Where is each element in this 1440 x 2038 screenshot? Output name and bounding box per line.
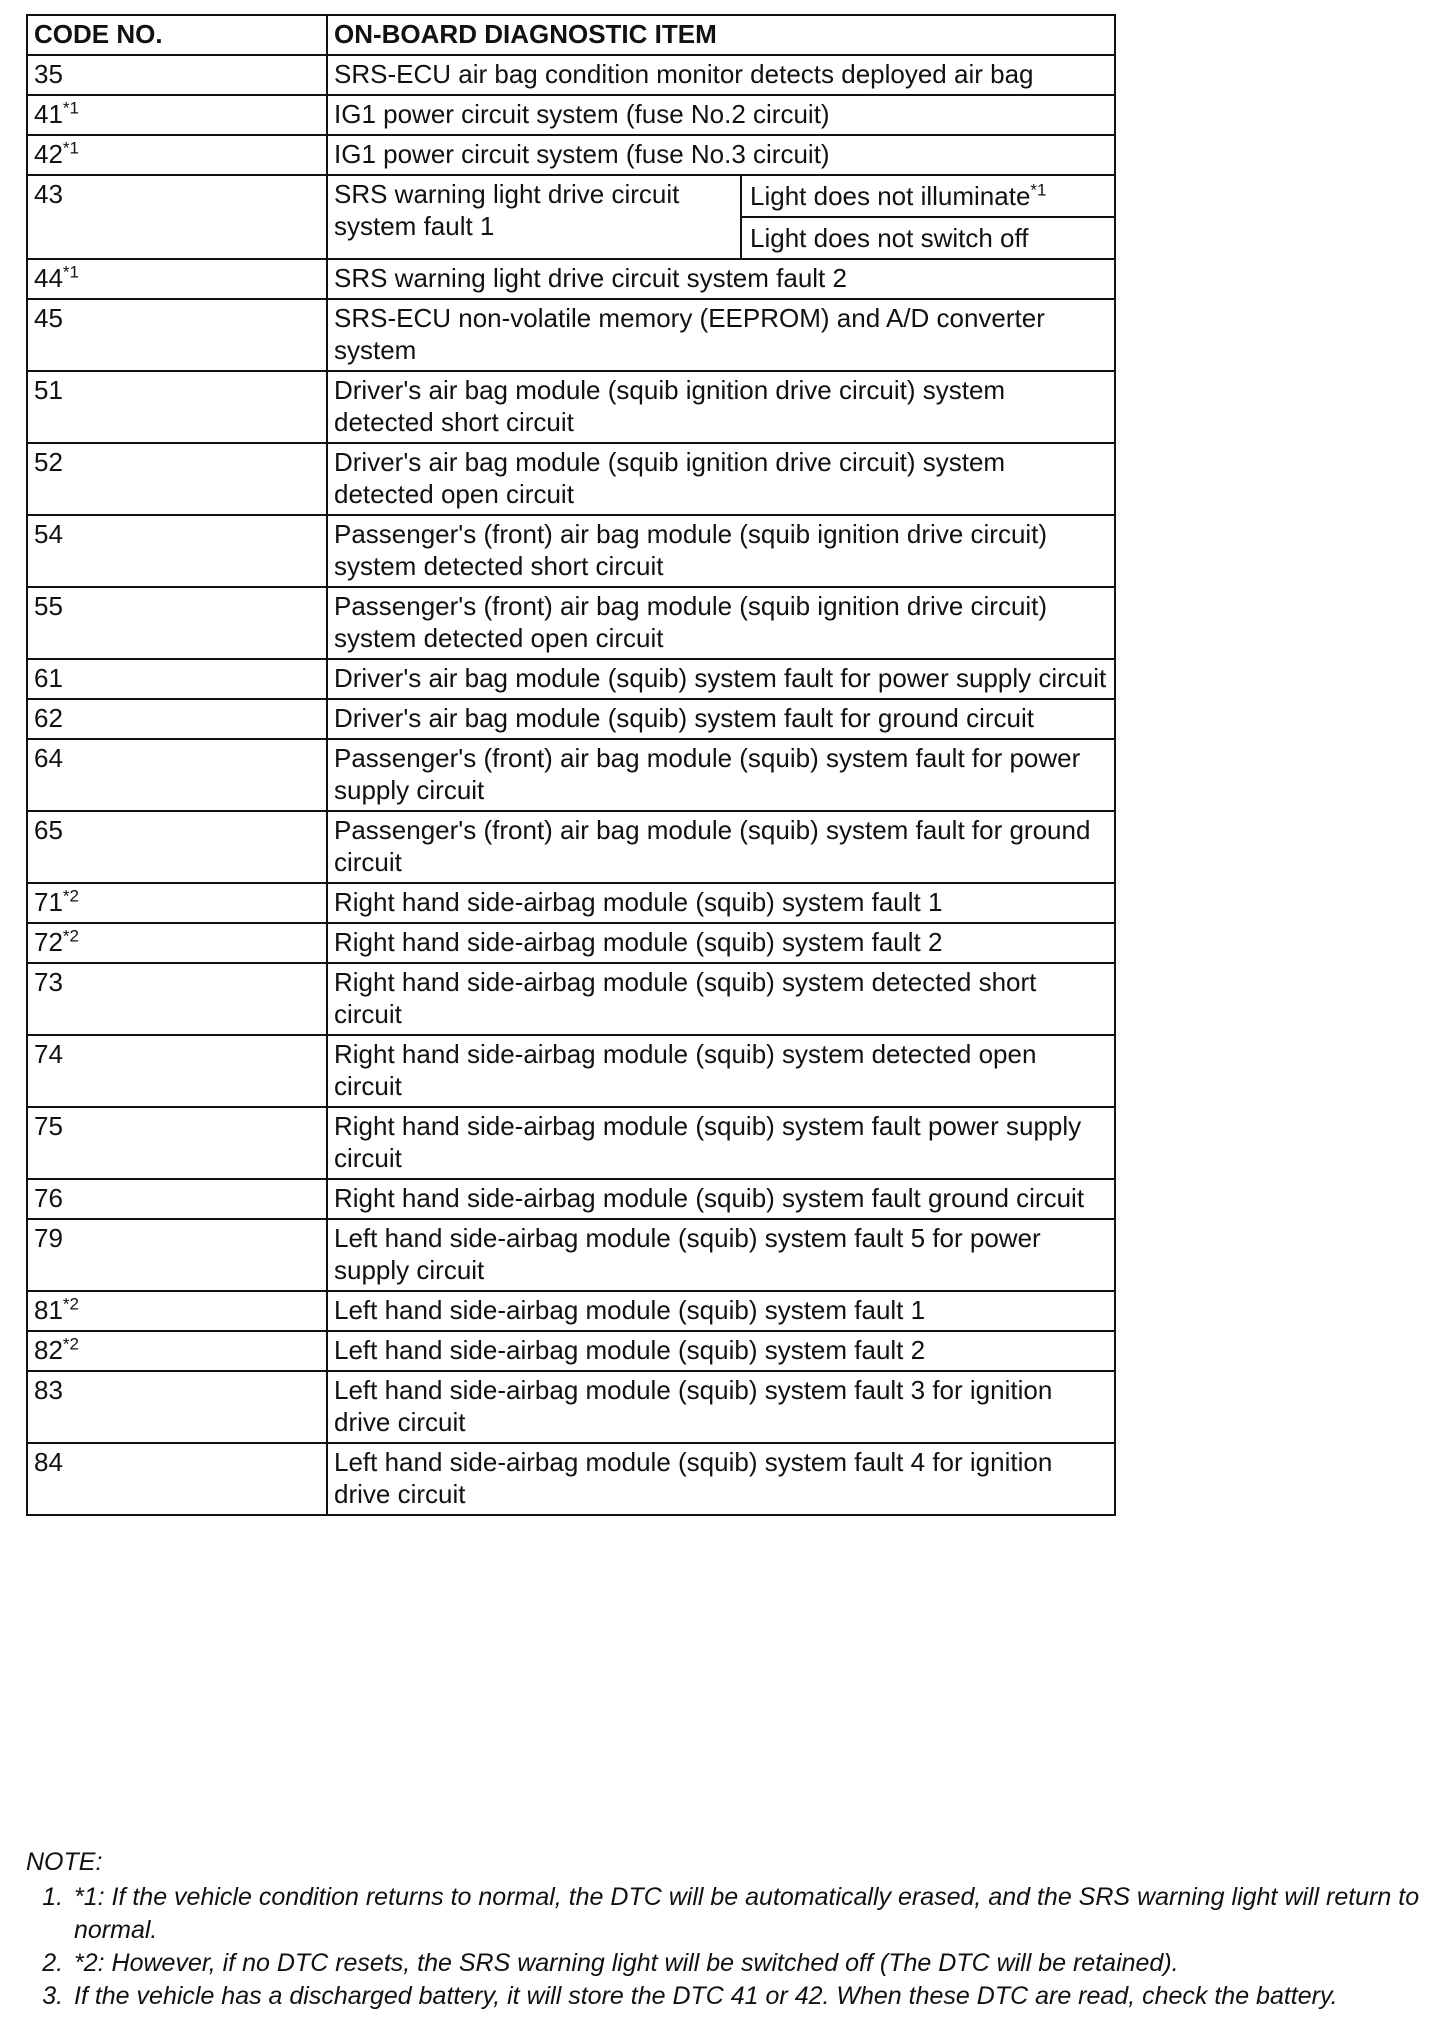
item-cell: SRS warning light drive circuit system fault 1 [327,175,741,259]
code-number: 84 [34,1447,63,1477]
table-row [27,371,1115,443]
item-cell: SRS-ECU non-volatile memory (EEPROM) and A/D converter system [327,299,1115,371]
code-cell [27,135,327,175]
code-number: 71 [34,887,63,917]
code-cell [27,739,327,811]
table-row [27,923,1115,963]
column-header-code: CODE NO. [27,15,327,55]
code-number: 72 [34,927,63,957]
code-cell [27,699,327,739]
code-number: 62 [34,703,63,733]
table-row [27,1179,1115,1219]
table-row [27,1035,1115,1107]
code-cell [27,1443,327,1515]
column-header-item: ON-BOARD DIAGNOSTIC ITEM [327,15,1115,55]
item-cell: Left hand side-airbag module (squib) system fault 3 for ignition drive circuit [327,1371,1115,1443]
item-cell: IG1 power circuit system (fuse No.2 circuit) [327,95,1115,135]
table-row [27,1291,1115,1331]
item-cell: Passenger's (front) air bag module (squib ignition drive circuit) system detected open circuit [327,587,1115,659]
item-cell: SRS warning light drive circuit system fault 2 [327,259,1115,299]
table-row [27,1107,1115,1179]
table-row [27,515,1115,587]
code-cell [27,55,327,95]
code-number: 55 [34,591,63,621]
code-cell [27,259,327,299]
sub-item-cell [741,217,1115,259]
code-footnote-mark: *2 [62,886,79,906]
code-number: 74 [34,1039,63,1069]
table-row [27,1331,1115,1371]
note-item: 1. *1: If the vehicle condition returns to normal, the DTC will be automatically erased, and the SRS warning light will return to normal. [70,1881,1426,1947]
sub-item-footnote-mark: *1 [1030,180,1047,200]
notes-list [26,1881,1426,2013]
note-item: 2. *2: However, if no DTC resets, the SRS warning light will be switched off (The DTC will be retained). [70,1947,1426,1980]
code-cell [27,1179,327,1219]
item-cell: Right hand side-airbag module (squib) system fault 1 [327,883,1115,923]
code-cell [27,963,327,1035]
table-row [27,443,1115,515]
table-row [27,659,1115,699]
code-number: 76 [34,1183,63,1213]
code-footnote-mark: *1 [62,98,79,118]
code-number: 64 [34,743,63,773]
code-cell [27,95,327,135]
table-row [27,739,1115,811]
code-number: 54 [34,519,63,549]
table-row [27,55,1115,95]
item-cell: Right hand side-airbag module (squib) system fault 2 [327,923,1115,963]
code-number: 42 [34,139,63,169]
code-cell [27,811,327,883]
code-cell [27,299,327,371]
table-row [27,587,1115,659]
code-cell [27,883,327,923]
diagnostic-code-table [26,14,1116,1516]
code-number: 61 [34,663,63,693]
table-row [27,1371,1115,1443]
code-number: 41 [34,99,63,129]
table-row [27,699,1115,739]
item-cell: Left hand side-airbag module (squib) system fault 2 [327,1331,1115,1371]
sub-item-text: Light does not illuminate [750,181,1031,211]
code-cell [27,1035,327,1107]
item-cell: Right hand side-airbag module (squib) system detected short circuit [327,963,1115,1035]
item-cell: Left hand side-airbag module (squib) system fault 4 for ignition drive circuit [327,1443,1115,1515]
code-cell [27,923,327,963]
table-row [27,883,1115,923]
code-cell [27,443,327,515]
code-number: 43 [34,179,63,209]
sub-item-text: Light does not switch off [750,223,1029,253]
table-row [27,175,1115,217]
code-number: 79 [34,1223,63,1253]
table-row [27,963,1115,1035]
code-number: 75 [34,1111,63,1141]
code-number: 73 [34,967,63,997]
item-cell: Passenger's (front) air bag module (squib ignition drive circuit) system detected short circuit [327,515,1115,587]
sub-item-cell [741,175,1115,217]
notes-title: NOTE: [26,1848,103,1876]
item-cell: Driver's air bag module (squib ignition drive circuit) system detected short circuit [327,371,1115,443]
table-row [27,95,1115,135]
item-cell: Left hand side-airbag module (squib) system fault 5 for power supply circuit [327,1219,1115,1291]
item-cell: Right hand side-airbag module (squib) system detected open circuit [327,1035,1115,1107]
item-cell: Right hand side-airbag module (squib) system fault power supply circuit [327,1107,1115,1179]
item-cell: Driver's air bag module (squib) system fault for ground circuit [327,699,1115,739]
table-row [27,811,1115,883]
code-number: 51 [34,375,63,405]
code-footnote-mark: *1 [62,262,79,282]
code-cell [27,1291,327,1331]
code-number: 52 [34,447,63,477]
item-cell: Driver's air bag module (squib) system fault for power supply circuit [327,659,1115,699]
item-cell: SRS-ECU air bag condition monitor detects deployed air bag [327,55,1115,95]
table-row [27,135,1115,175]
item-cell: IG1 power circuit system (fuse No.3 circuit) [327,135,1115,175]
code-number: 82 [34,1335,63,1365]
item-cell: Passenger's (front) air bag module (squib) system fault for power supply circuit [327,739,1115,811]
code-cell [27,1331,327,1371]
code-number: 44 [34,263,63,293]
item-cell: Right hand side-airbag module (squib) system fault ground circuit [327,1179,1115,1219]
table-row [27,1219,1115,1291]
item-cell: Driver's air bag module (squib ignition drive circuit) system detected open circuit [327,443,1115,515]
code-cell [27,659,327,699]
item-cell: Left hand side-airbag module (squib) system fault 1 [327,1291,1115,1331]
code-footnote-mark: *2 [62,1334,79,1354]
code-cell [27,1219,327,1291]
note-item: 3. If the vehicle has a discharged battery, it will store the DTC 41 or 42. When these DTC are read, check the battery. [70,1980,1426,2013]
table-row [27,1443,1115,1515]
table-header-row [27,15,1115,55]
code-cell [27,1371,327,1443]
code-number: 35 [34,59,63,89]
code-number: 45 [34,303,63,333]
table-body [27,55,1115,1515]
code-footnote-mark: *1 [62,138,79,158]
code-number: 81 [34,1295,63,1325]
item-cell: Passenger's (front) air bag module (squib) system fault for ground circuit [327,811,1115,883]
table-row [27,299,1115,371]
code-cell [27,587,327,659]
code-footnote-mark: *2 [62,1294,79,1314]
code-footnote-mark: *2 [62,926,79,946]
code-number: 65 [34,815,63,845]
notes-section [26,1846,1426,2013]
table-row [27,259,1115,299]
code-cell [27,175,327,259]
code-number: 83 [34,1375,63,1405]
code-cell [27,515,327,587]
code-cell [27,1107,327,1179]
code-cell [27,371,327,443]
